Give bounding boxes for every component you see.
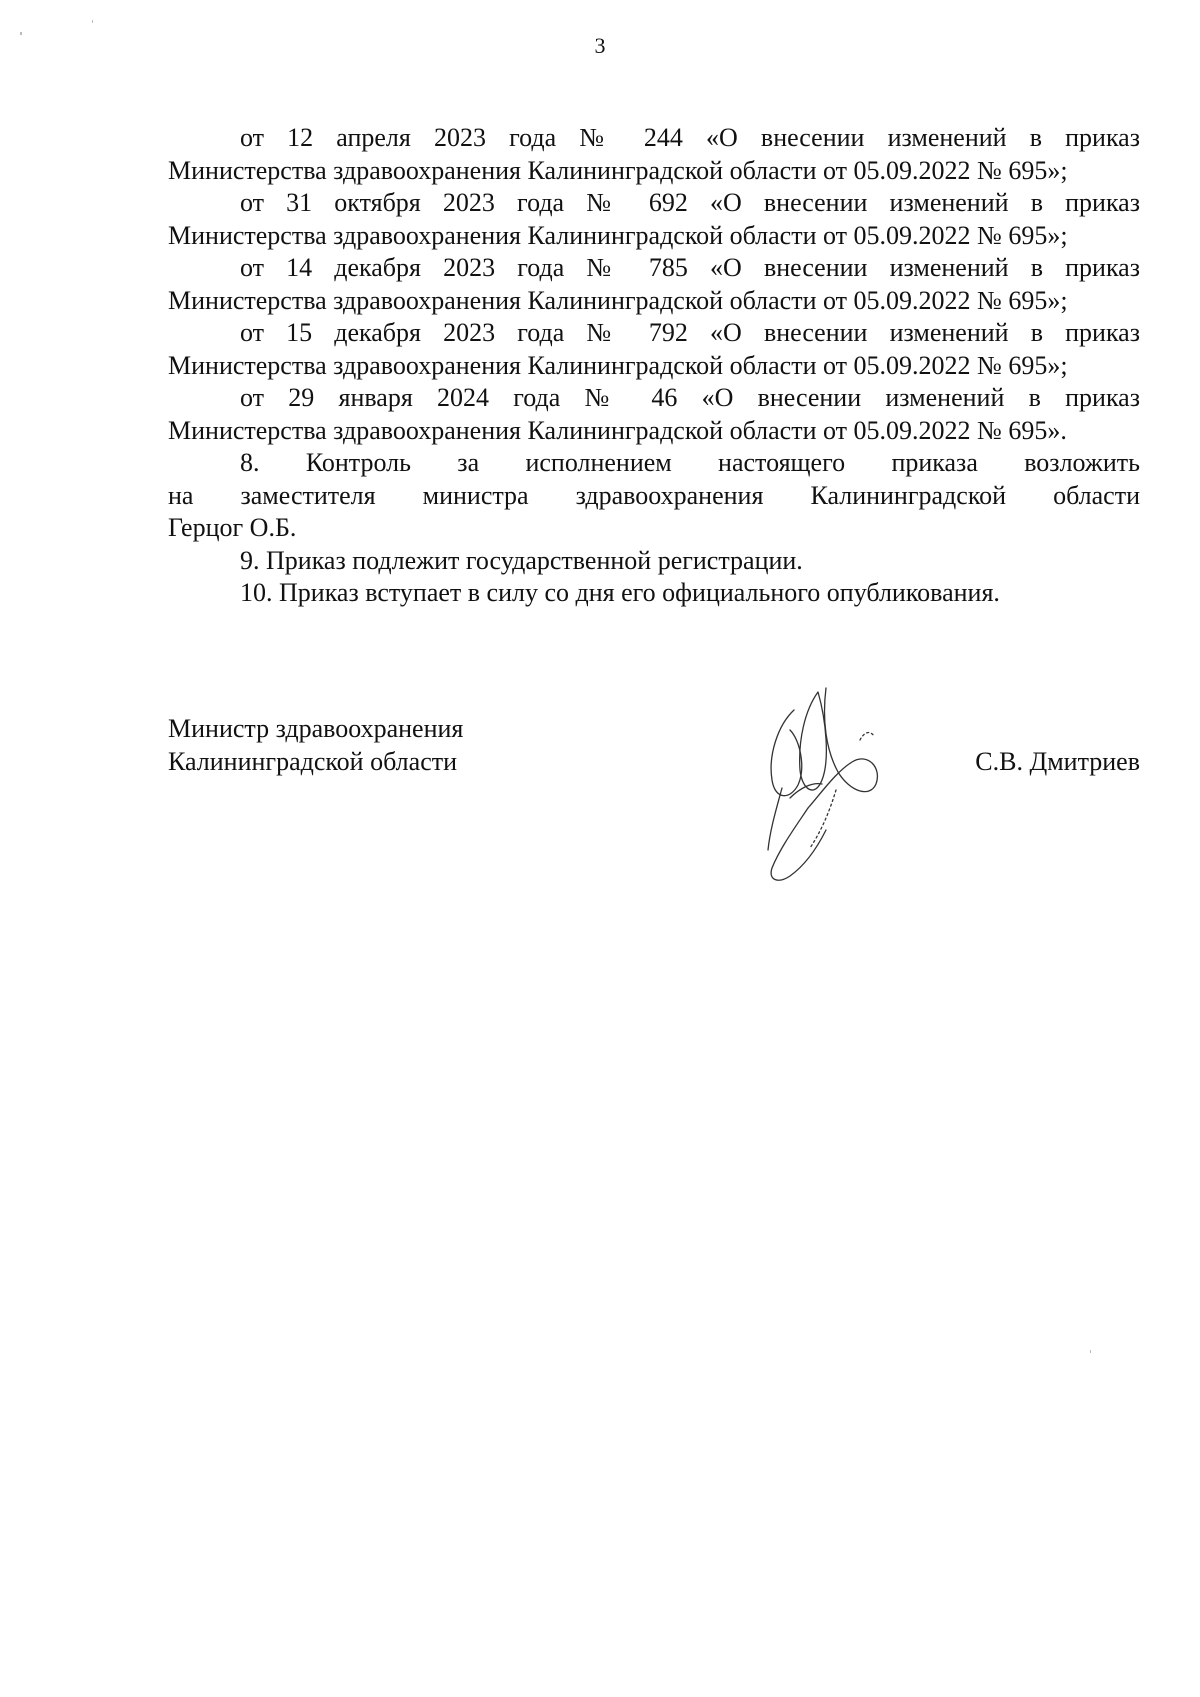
amendment-paragraph [168,122,1140,187]
amendment-line-2: Министерства здравоохранения Калининградской области от 05.09.2022 № 695»; [168,350,1068,380]
item-8-paragraph [168,447,1140,545]
scan-speck [92,20,93,23]
amendment-paragraph [168,187,1140,252]
scan-speck [1090,1350,1091,1353]
position-line-1: Министр здравоохранения [168,714,464,743]
amendment-line-1: от 29 января 2024 года № 46 «О внесении изменений в приказ [240,383,1140,412]
position-line-2: Калининградской области [168,746,458,776]
amendment-line-2: Министерства здравоохранения Калининградской области от 05.09.2022 № 695»; [168,220,1068,250]
amendment-paragraph [168,252,1140,317]
item-8-line-3: Герцог О.Б. [168,513,297,542]
item-8-line-1: 8. Контроль за исполнением настоящего приказа возложить [240,448,1140,477]
item-8-line-2: на заместителя министра здравоохранения Калининградской области [168,480,1140,510]
document-body [168,122,1140,610]
item-9-paragraph: 9. Приказ подлежит государственной регистрации. [240,545,803,575]
amendment-line-2: Министерства здравоохранения Калининградской области от 05.09.2022 № 695»; [168,285,1068,315]
amendment-line-2: Министерства здравоохранения Калининградской области от 05.09.2022 № 695»; [168,155,1068,185]
amendment-line-1: от 14 декабря 2023 года № 785 «О внесении изменений в приказ [240,253,1140,282]
amendment-line-1: от 15 декабря 2023 года № 792 «О внесении изменений в приказ [240,318,1140,347]
amendment-line-1: от 31 октября 2023 года № 692 «О внесении изменений в приказ [240,188,1140,217]
amendment-paragraph [168,317,1140,382]
amendment-paragraph [168,382,1140,447]
amendment-line-1: от 12 апреля 2023 года № 244 «О внесении изменений в приказ [240,123,1140,152]
page-number: 3 [594,33,606,58]
signer-name: С.В. Дмитриев [975,747,1140,776]
item-10-paragraph: 10. Приказ вступает в силу со дня его официального опубликования. [240,578,1000,607]
scan-speck [20,32,22,35]
handwritten-signature [760,680,910,890]
signatory-position [168,713,463,778]
amendment-line-2: Министерства здравоохранения Калининградской области от 05.09.2022 № 695». [168,415,1067,445]
